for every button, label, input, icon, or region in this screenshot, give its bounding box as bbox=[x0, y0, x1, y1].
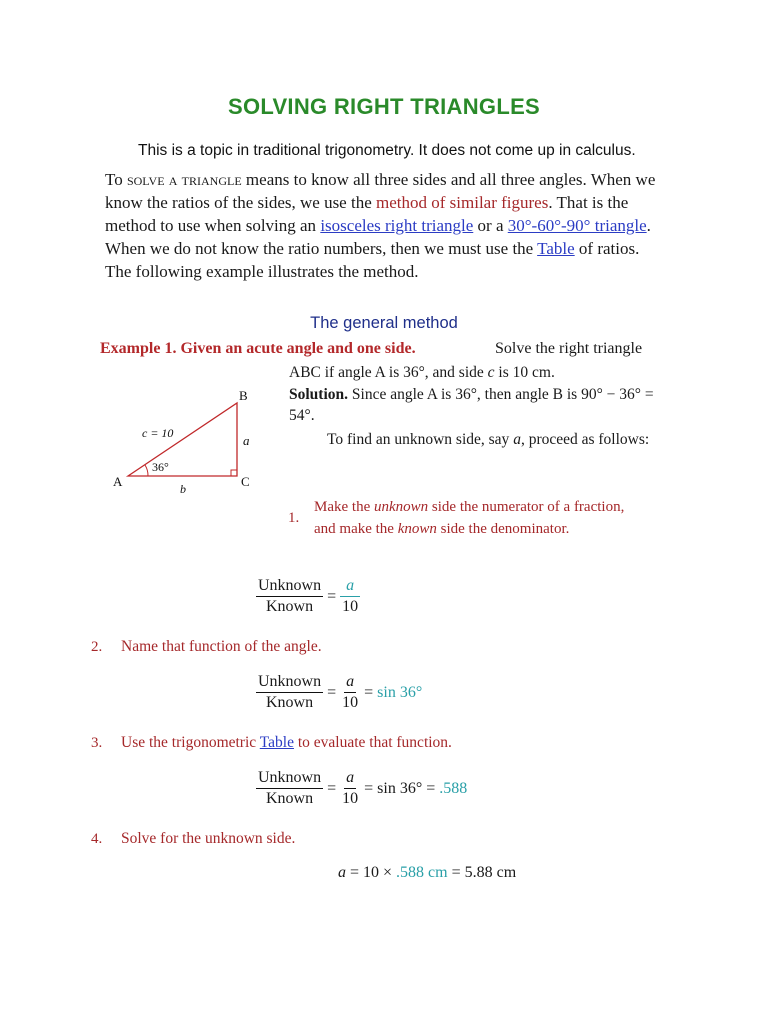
solution-line bbox=[289, 384, 669, 427]
angle-label: 36° bbox=[152, 460, 169, 474]
example-solution bbox=[289, 362, 669, 450]
page-title: SOLVING RIGHT TRIANGLES bbox=[227, 94, 541, 119]
step-2-text: Name that function of the angle. bbox=[121, 638, 322, 655]
fraction-unknown-known bbox=[256, 672, 323, 713]
numerator: Unknown bbox=[256, 576, 323, 597]
final-value: .588 cm bbox=[396, 864, 448, 881]
vertex-c-label: C bbox=[241, 474, 250, 489]
equals-sign: = bbox=[327, 683, 337, 701]
step-text: to evaluate that function. bbox=[293, 734, 452, 751]
final-text: = 10 × bbox=[346, 864, 397, 881]
find-text: , proceed as follows: bbox=[520, 430, 650, 448]
step-text: side the denominator. bbox=[436, 520, 570, 537]
numerator bbox=[344, 768, 356, 789]
right-angle-mark bbox=[231, 470, 237, 476]
solution-text: Since angle A is 36°, then angle B is 90° − 36° = 54°. bbox=[289, 385, 654, 424]
equation-1 bbox=[256, 576, 360, 617]
side-a-label: a bbox=[243, 433, 250, 448]
equation-2 bbox=[256, 672, 422, 713]
intro-text: or a bbox=[473, 216, 508, 235]
denominator: 10 bbox=[342, 598, 359, 615]
step-number: 2. bbox=[91, 639, 103, 655]
link-30-60-90-triangle[interactable]: 30°-60°-90° triangle bbox=[507, 216, 647, 235]
find-text: To find an unknown side, say bbox=[327, 430, 514, 448]
equals-sign: = bbox=[364, 683, 374, 701]
value-588: .588 bbox=[439, 779, 468, 797]
intro-text: means to know all three sides and all three angles. When we know the ratios of the sides, we use the bbox=[105, 170, 656, 212]
intro-paragraph bbox=[105, 168, 665, 283]
var-a: a bbox=[346, 673, 355, 690]
var-a: a bbox=[346, 577, 355, 594]
step-text: side the numerator of a fraction, and make the bbox=[314, 499, 625, 537]
example-text: is 10 cm. bbox=[494, 364, 555, 381]
var-c: c bbox=[487, 364, 495, 381]
numerator: Unknown bbox=[256, 768, 323, 789]
equals-sign: = bbox=[327, 587, 337, 605]
vertex-b-label: B bbox=[239, 388, 248, 403]
fraction-unknown-known bbox=[256, 576, 323, 617]
sin-36: sin 36° bbox=[377, 683, 423, 701]
step-number: 3. bbox=[91, 735, 103, 751]
fraction-a-10 bbox=[340, 672, 360, 713]
equals-sign: = bbox=[426, 779, 436, 797]
step-1-text bbox=[314, 497, 644, 540]
link-table[interactable]: Table bbox=[537, 239, 575, 258]
step-number: 1. bbox=[288, 510, 300, 526]
numerator: Unknown bbox=[256, 672, 323, 693]
example-line bbox=[289, 362, 669, 384]
step-text: Make the bbox=[314, 499, 374, 515]
step-text: Use the trigonometric bbox=[121, 734, 260, 751]
link-table[interactable]: Table bbox=[259, 734, 294, 751]
term-solve-a-triangle: solve a triangle bbox=[126, 170, 242, 189]
subtitle: This is a topic in traditional trigonometry. It does not come up in calculus. bbox=[138, 142, 636, 159]
denominator: Known bbox=[266, 694, 314, 711]
fraction-a-10 bbox=[340, 576, 360, 617]
section-heading bbox=[0, 314, 768, 333]
fraction-a-10 bbox=[340, 768, 360, 809]
intro-text: . That is the method to use when solving an bbox=[105, 193, 629, 235]
step-number: 4. bbox=[91, 831, 103, 847]
find-line bbox=[289, 429, 669, 451]
var-a: a bbox=[513, 430, 521, 448]
intro-text: To bbox=[105, 170, 127, 189]
example-text: Solve the right triangle bbox=[495, 340, 643, 357]
final-text: = 5.88 cm bbox=[447, 864, 517, 881]
numerator bbox=[340, 576, 360, 597]
denominator: 10 bbox=[342, 694, 359, 711]
denominator: 10 bbox=[342, 790, 359, 807]
sin-36: sin 36° bbox=[377, 779, 423, 797]
right-triangle-diagram bbox=[110, 385, 260, 500]
fraction-unknown-known bbox=[256, 768, 323, 809]
link-isosceles-right-triangle[interactable]: isosceles right triangle bbox=[320, 216, 474, 235]
example-label: Example 1. Given an acute angle and one side. bbox=[100, 340, 416, 357]
final-answer bbox=[338, 864, 516, 882]
equals-sign: = bbox=[364, 779, 374, 797]
angle-arc bbox=[145, 465, 148, 476]
step-emphasis: unknown bbox=[373, 499, 429, 515]
method-of-similar-figures: method of similar figures bbox=[376, 193, 549, 212]
step-4-text: Solve for the unknown side. bbox=[121, 830, 296, 847]
intro-text: . When we do not know the ratio numbers, then we must use the bbox=[105, 216, 651, 258]
solution-label: Solution. bbox=[289, 385, 349, 403]
denominator: Known bbox=[266, 790, 314, 807]
example-text: ABC if angle A is 36°, and side bbox=[289, 364, 488, 381]
var-a: a bbox=[346, 769, 355, 786]
numerator bbox=[344, 672, 356, 693]
side-c-label: c = 10 bbox=[142, 426, 174, 440]
step-3-text bbox=[121, 734, 452, 752]
side-b-label: b bbox=[180, 482, 186, 496]
equation-3 bbox=[256, 768, 467, 809]
var-a: a bbox=[338, 864, 346, 881]
intro-text: of ratios. The following example illustrates the method. bbox=[105, 239, 640, 281]
section-heading-text: The general method bbox=[310, 314, 458, 332]
equals-sign: = bbox=[327, 779, 337, 797]
vertex-a-label: A bbox=[113, 474, 123, 489]
step-emphasis: known bbox=[397, 520, 437, 537]
denominator: Known bbox=[266, 598, 314, 615]
